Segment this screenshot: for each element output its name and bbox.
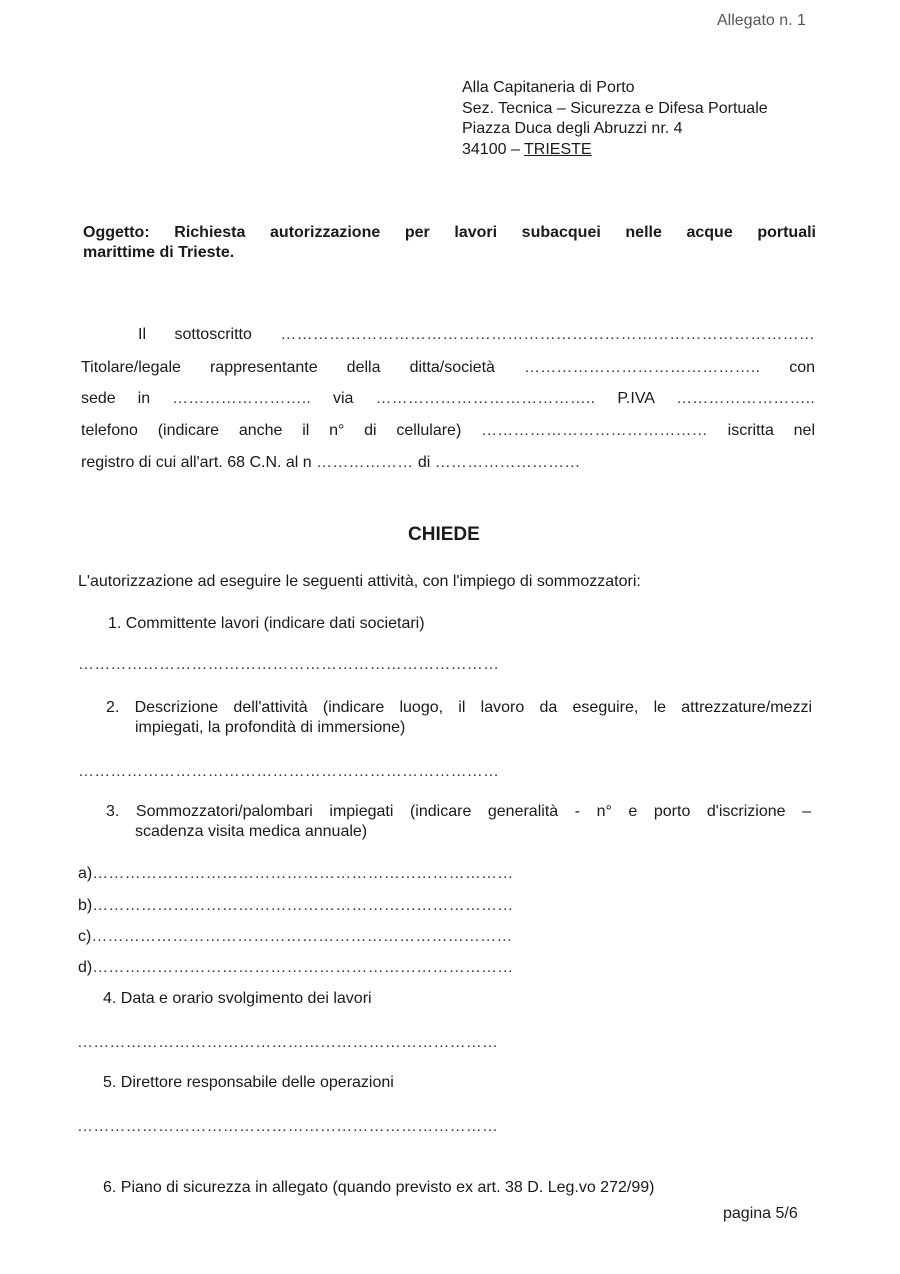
postal-code: 34100 –	[462, 140, 520, 158]
company-name-blank[interactable]: ……………………………………..	[524, 359, 761, 376]
item-2-blank[interactable]: ……………………………………………………………………	[78, 763, 500, 780]
subject-line-2: marittime di Trieste.	[83, 244, 235, 261]
phone-blank[interactable]: ……………………………………	[481, 422, 708, 439]
diver-letter: b)	[78, 897, 93, 914]
item-4: 4. Data e orario svolgimento dei lavori	[103, 990, 372, 1007]
register-number-blank[interactable]: ………………	[316, 454, 414, 471]
subject-line-1	[83, 224, 816, 242]
vat-blank[interactable]: ……………………..	[676, 390, 815, 407]
item-1: 1. Committente lavori (indicare dati societari)	[108, 615, 425, 632]
attachment-label: Allegato n. 1	[717, 12, 806, 29]
diver-letter: d)	[78, 959, 93, 976]
declarant-label: Il sottoscritto	[138, 326, 252, 343]
diver-line[interactable]	[78, 897, 513, 915]
item-1-blank[interactable]: ……………………………………………………………………	[78, 656, 500, 673]
diver-blank[interactable]: ……………………………………………………………………	[92, 865, 514, 882]
address-line: Sez. Tecnica – Sicurezza e Difesa Portuale	[462, 99, 768, 117]
declarant-line-5	[81, 454, 581, 472]
diver-line[interactable]	[78, 959, 513, 977]
item-4-blank[interactable]: ……………………………………………………………………	[77, 1034, 499, 1051]
diver-letter: c)	[78, 928, 92, 945]
item-2-line-1: 2. Descrizione dell'attività (indicare luogo, il lavoro da eseguire, le attrezzature/mezzi	[106, 699, 812, 716]
declarant-line-4	[81, 422, 815, 440]
request-heading: CHIEDE	[408, 524, 480, 545]
city-name: TRIESTE	[524, 140, 592, 158]
page-number: pagina 5/6	[723, 1205, 798, 1222]
register-label: registro di cui all'art. 68 C.N. al n	[81, 454, 312, 471]
diver-line[interactable]	[78, 928, 513, 946]
address-city-line	[462, 140, 768, 161]
declarant-line-3	[81, 390, 815, 408]
diver-blank[interactable]: ……………………………………………………………………	[92, 897, 514, 914]
diver-blank[interactable]: ……………………………………………………………………	[91, 928, 513, 945]
address-line: Alla Capitaneria di Porto	[462, 79, 635, 96]
item-5-blank[interactable]: ……………………………………………………………………	[77, 1118, 499, 1135]
seat-label: sede in	[81, 390, 151, 407]
declarant-name-blank[interactable]: ………………………………………………………………………………………	[280, 326, 815, 343]
registered-label: iscritta nel	[727, 422, 816, 439]
seat-blank[interactable]: ……………………..	[172, 390, 312, 407]
item-5: 5. Direttore responsabile delle operazioni	[103, 1074, 394, 1091]
declarant-line-2	[81, 359, 815, 377]
address-line: Piazza Duca degli Abruzzi nr. 4	[462, 120, 683, 137]
diver-blank[interactable]: ……………………………………………………………………	[92, 959, 514, 976]
register-of-label: di	[417, 454, 431, 471]
request-intro: L'autorizzazione ad eseguire le seguenti attività, con l'impiego di sommozzatori:	[78, 573, 641, 590]
diver-line[interactable]	[78, 865, 513, 883]
diver-letter: a)	[78, 865, 93, 882]
item-6: 6. Piano di sicurezza in allegato (quando previsto ex art. 38 D. Leg.vo 272/99)	[103, 1179, 655, 1196]
item-3-line-1: 3. Sommozzatori/palombari impiegati (indicare generalità - n° e porto d'iscrizione –	[106, 803, 811, 820]
register-place-blank[interactable]: ………………………	[434, 454, 581, 471]
subject-label: Oggetto:	[83, 224, 150, 241]
vat-label: P.IVA	[617, 390, 655, 407]
street-blank[interactable]: …………………………………..	[375, 390, 596, 407]
item-2-line-2: impiegati, la profondità di immersione)	[135, 719, 406, 736]
phone-label: telefono (indicare anche il n° di cellulare)	[81, 422, 462, 439]
item-3-line-2: scadenza visita medica annuale)	[135, 823, 368, 840]
company-role-label: Titolare/legale rappresentante della ditta/società	[81, 359, 495, 376]
connector-text: con	[789, 359, 815, 376]
subject-text: Richiesta autorizzazione per lavori subacquei nelle acque portuali	[174, 224, 816, 241]
recipient-address	[462, 78, 768, 160]
declarant-line-1	[138, 326, 815, 344]
street-label: via	[333, 390, 354, 407]
